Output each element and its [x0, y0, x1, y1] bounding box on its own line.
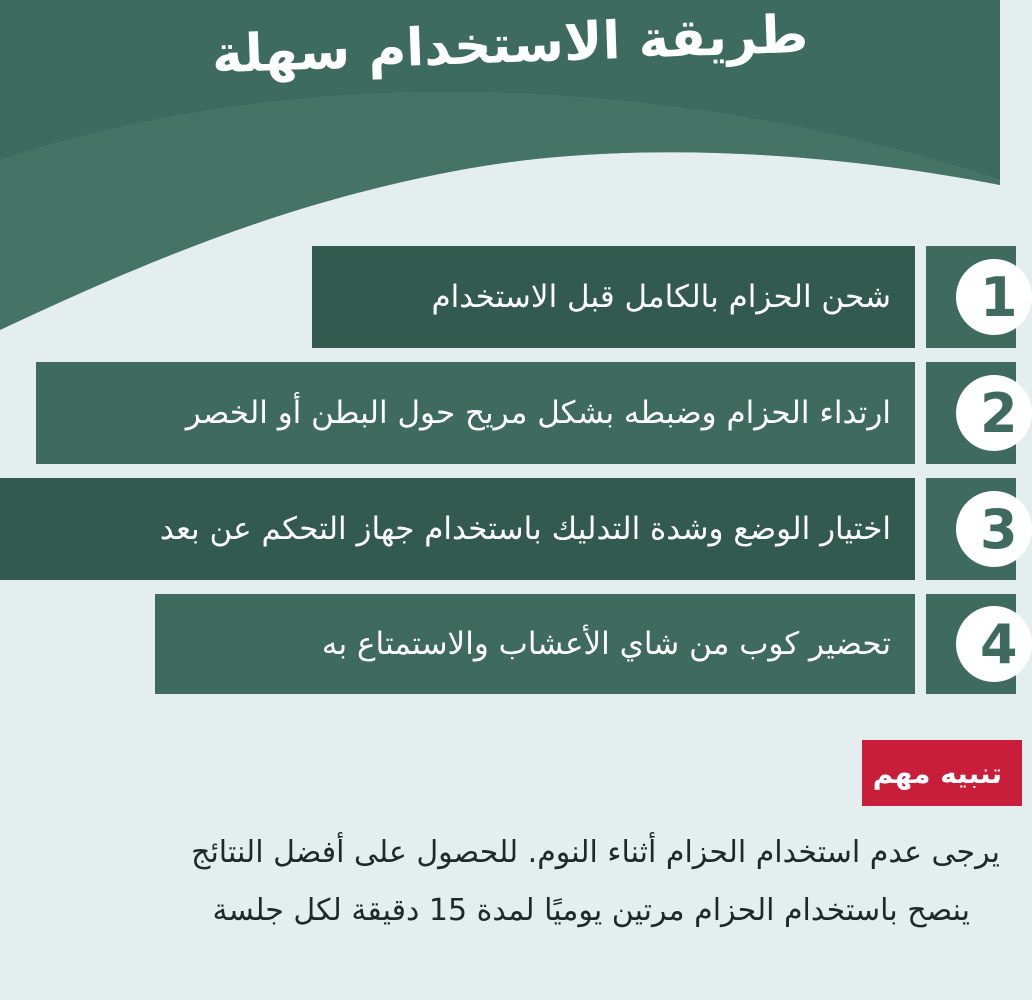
note-line-2: ينصح باستخدام الحزام مرتين يوميًا لمدة 15 دقيقة لكل جلسة	[212, 893, 970, 928]
step-3-text: اختيار الوضع وشدة التدليك باستخدام جهاز التحكم عن بعد	[0, 478, 915, 580]
step-number-badge	[926, 246, 1016, 348]
important-label: تنبيه مهم	[862, 740, 1022, 806]
step-number-badge	[926, 478, 1016, 580]
step-4-text: تحضير كوب من شاي الأعشاب والاستمتاع به	[155, 594, 915, 694]
note-line-1: يرجى عدم استخدام الحزام أثناء النوم. للحصول على أفضل النتائج	[191, 835, 1000, 870]
step-number: 4	[956, 606, 1032, 682]
step-number: 3	[956, 491, 1032, 567]
step-2-text: ارتداء الحزام وضبطه بشكل مريح حول البطن أو الخصر	[36, 362, 915, 464]
step-number-badge	[926, 594, 1016, 694]
step-1-text: شحن الحزام بالكامل قبل الاستخدام	[312, 246, 915, 348]
step-number-badge	[926, 362, 1016, 464]
step-number: 1	[956, 259, 1032, 335]
page-title: طريقة الاستخدام سهلة	[210, 4, 810, 86]
step-number: 2	[956, 375, 1032, 451]
